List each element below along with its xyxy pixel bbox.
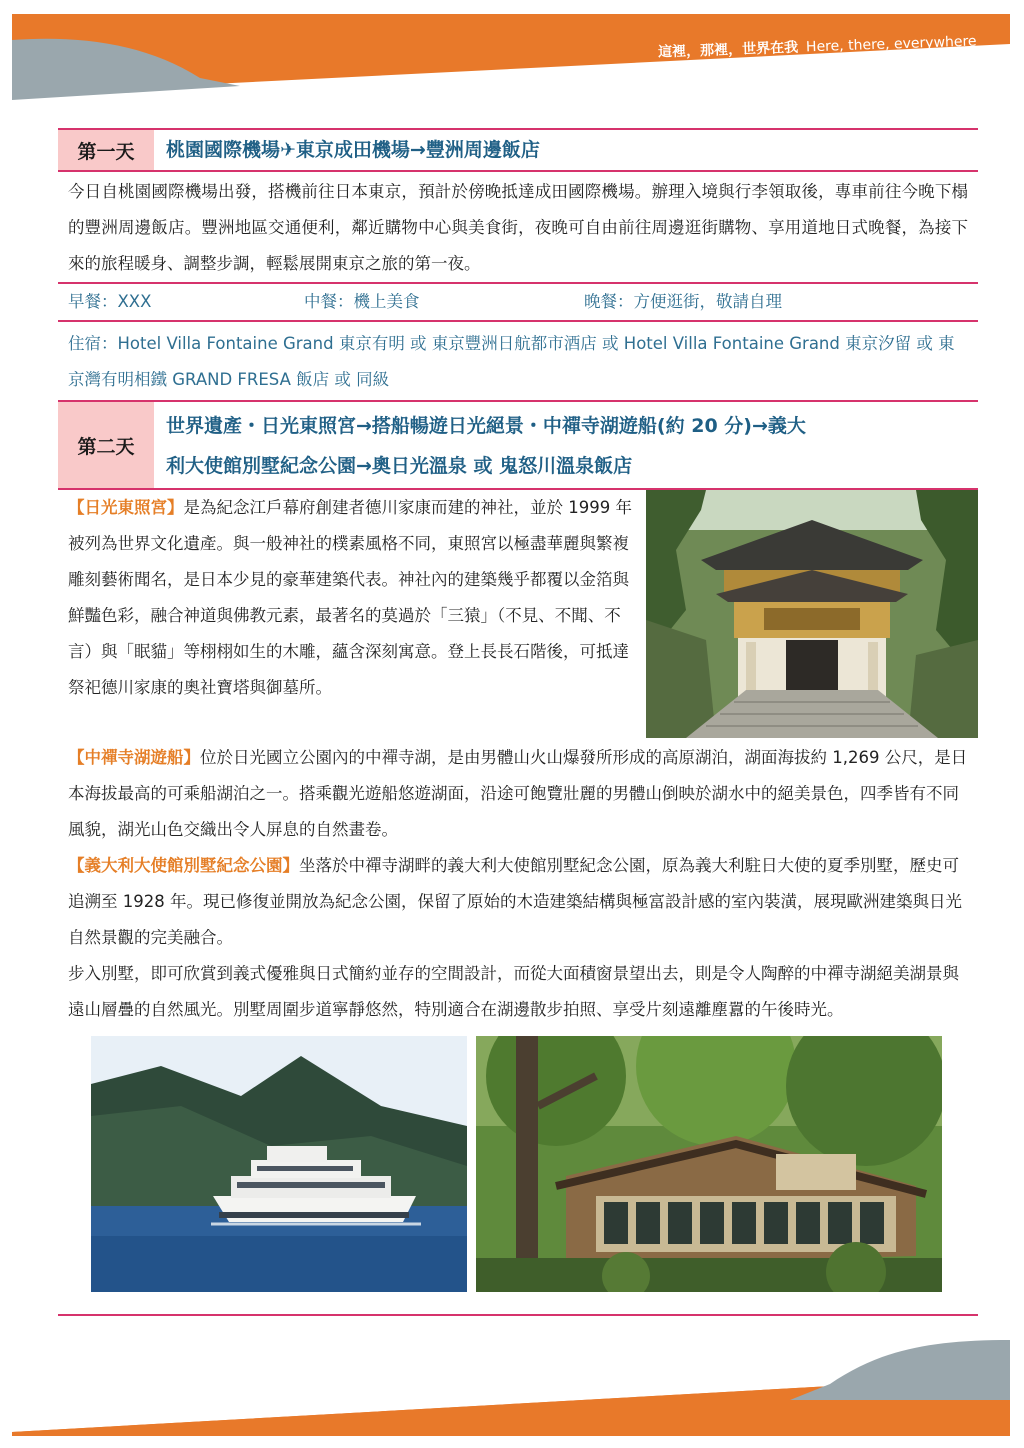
lake-cruise-photo xyxy=(91,1036,467,1292)
toshogu-text: 是為紀念江戶幕府創建者德川家康而建的神社，並於 1999 年被列為世界文化遺產。與一般神社的樸素風格不同，東照宮以極盡華麗與繁複雕刻藝術聞名，是日本少見的豪華建築代表。神社內的建築幾乎都覆以金箔與鮮豔色彩，融合神道與佛教元素，最著名的莫過於「三猿」（不見、不聞、不言）與「眠貓」等栩栩如生的木雕，蘊含深刻寓意。登上長長石階後，可抵達祭祀德川家康的奧社寶塔與御墓所。 xyxy=(68,498,632,697)
header-slogan-zh: 這裡，那裡，世界在我 xyxy=(657,39,799,61)
villa-paragraph-2: 步入別墅，即可欣賞到義式優雅與日式簡約並存的空間設計，而從大面積窗景望出去，則是令人陶醉的中禪寺湖絕美湖景與遠山層疊的自然風光。別墅周圍步道寧靜悠然，特別適合在湖邊散步拍照、享受片刻遠離塵囂的午後時光。 xyxy=(68,964,959,1019)
day1-label: 第一天 xyxy=(58,130,154,170)
header-slogan-en: Here, there, everywhere xyxy=(805,33,977,56)
toshogu-shrine-photo xyxy=(646,490,978,738)
itinerary-content xyxy=(58,128,978,1290)
day1-hotel: 住宿：Hotel Villa Fontaine Grand 東京有明 或 東京豐洲日航都市酒店 或 Hotel Villa Fontaine Grand 東京汐留 或 東京灣有明相鐵 GRAND FRESA 飯店 或 同級 xyxy=(68,334,955,389)
breakfast-text: 早餐：XXX xyxy=(68,292,152,311)
day1-header xyxy=(58,130,978,170)
toshogu-paragraph xyxy=(58,490,638,706)
dinner-text: 晚餐：方便逛街，敬請自理 xyxy=(584,292,782,311)
divider-bottom xyxy=(58,1314,978,1316)
day1-meals xyxy=(58,284,978,320)
day1-description: 今日自桃園國際機場出發，搭機前往日本東京，預計於傍晚抵達成田國際機場。辦理入境與行李領取後，專車前往今晚下榻的豐洲周邊飯店。豐洲地區交通便利，鄰近購物中心與美食街，夜晚可自由前往周邊逛街購物、享用道地日式晚餐，為接下來的旅程暖身、調整步調，輕鬆展開東京之旅的第一夜。 xyxy=(68,182,968,273)
photo-row xyxy=(58,1028,978,1290)
day2-title xyxy=(154,404,806,486)
day2-title-line1: 世界遺產・日光東照宮→搭船暢遊日光絕景・中禪寺湖遊船(約 20 分)→義大 xyxy=(166,415,806,437)
day2-label: 第二天 xyxy=(58,402,154,488)
footer-slogan-zh: 這裡，那裡，世界在我 xyxy=(23,1395,165,1418)
lake-cruise-text: 位於日光國立公園內的中禪寺湖，是由男體山火山爆發所形成的高原湖泊，湖面海拔約 1,269 公尺，是日本海拔最高的可乘船湖泊之一。搭乘觀光遊船悠遊湖面，沿途可飽覽壯麗的男體山倒映於湖水中的絕美景色，四季皆有不同風貌，湖光山色交織出令人屏息的自然畫卷。 xyxy=(68,748,968,839)
villa-text: 坐落於中禪寺湖畔的義大利大使館別墅紀念公園，原為義大利駐日大使的夏季別墅，歷史可追溯至 1928 年。現已修復並開放為紀念公園，保留了原始的木造建築結構與極富設計感的室內裝潢，展現歐洲建築與日光自然景觀的完美融合。 xyxy=(68,856,962,947)
toshogu-section xyxy=(58,490,978,740)
villa-photo xyxy=(476,1036,942,1292)
villa-paragraph xyxy=(58,848,978,956)
toshogu-heading: 【日光東照宮】 xyxy=(68,498,184,517)
header-banner xyxy=(0,0,1024,110)
day2-title-line2: 利大使館別墅紀念公園→奧日光溫泉 或 鬼怒川溫泉飯店 xyxy=(166,455,633,477)
day1-title: 桃園國際機場✈東京成田機場→豐洲周邊飯店 xyxy=(166,139,540,161)
lake-cruise-heading: 【中禪寺湖遊船】 xyxy=(68,748,200,767)
lake-cruise-paragraph xyxy=(58,740,978,848)
header-banner-shape xyxy=(0,0,1024,110)
lunch-text: 中餐：機上美食 xyxy=(304,292,420,311)
day2-header xyxy=(58,402,978,488)
footer-slogan-en: Here, there, everywhere xyxy=(171,1388,343,1412)
villa-heading: 【義大利大使館別墅紀念公園】 xyxy=(68,856,299,875)
